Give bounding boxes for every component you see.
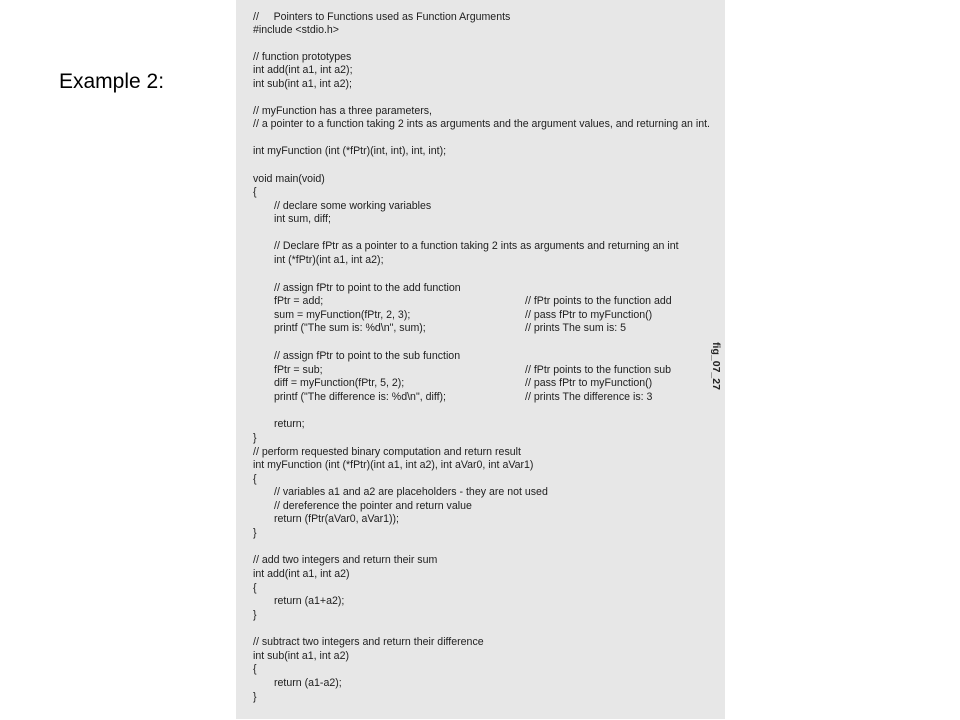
code-line: int add(int a1, int a2); bbox=[253, 64, 353, 76]
code-comment: // fPtr points to the function sub bbox=[525, 364, 672, 376]
code-line: int (*fPtr)(int a1, int a2); bbox=[274, 254, 384, 266]
code-comment: // fPtr points to the function add bbox=[525, 295, 672, 307]
code-line: printf ("The difference is: %d\n", diff); bbox=[274, 391, 446, 403]
code-line: printf ("The sum is: %d\n", sum); bbox=[274, 322, 426, 334]
slide-title: Example 2: bbox=[59, 70, 165, 93]
code-line: // assign fPtr to point to the sub function bbox=[274, 350, 461, 362]
code-line: { bbox=[253, 473, 257, 485]
code-line: // function prototypes bbox=[253, 51, 352, 63]
code-line: int myFunction (int (*fPtr)(int, int), int, int); bbox=[253, 145, 447, 157]
code-line: } bbox=[253, 691, 257, 703]
code-comment: // pass fPtr to myFunction() bbox=[525, 377, 653, 389]
code-line: int sub(int a1, int a2) bbox=[253, 650, 349, 662]
figure-label: fig_07_27 bbox=[710, 342, 722, 390]
code-line: { bbox=[253, 663, 257, 675]
code-line: #include <stdio.h> bbox=[253, 24, 339, 36]
code-line: // Pointers to Functions used as Function Arguments bbox=[253, 11, 511, 23]
code-line: // subtract two integers and return their difference bbox=[253, 636, 484, 648]
code-line: return (fPtr(aVar0, aVar1)); bbox=[274, 513, 400, 525]
code-line: // Declare fPtr as a pointer to a function taking 2 ints as arguments and returning an int bbox=[274, 240, 679, 252]
code-comment: // pass fPtr to myFunction() bbox=[525, 309, 653, 321]
code-line: // assign fPtr to point to the add function bbox=[274, 282, 461, 294]
code-line: fPtr = sub; bbox=[274, 364, 323, 376]
code-comment: // prints The sum is: 5 bbox=[525, 322, 627, 334]
code-line: int myFunction (int (*fPtr)(int a1, int a2), int aVar0, int aVar1) bbox=[253, 459, 534, 471]
code-line: int add(int a1, int a2) bbox=[253, 568, 350, 580]
code-line: // variables a1 and a2 are placeholders - they are not used bbox=[274, 486, 548, 498]
code-line: diff = myFunction(fPtr, 5, 2); bbox=[274, 377, 405, 389]
code-line: // perform requested binary computation and return result bbox=[253, 446, 521, 458]
code-line: } bbox=[253, 432, 257, 444]
code-line: } bbox=[253, 527, 257, 539]
code-line: // declare some working variables bbox=[274, 200, 432, 212]
code-line: void main(void) bbox=[253, 173, 325, 185]
code-line: fPtr = add; bbox=[274, 295, 324, 307]
code-line: sum = myFunction(fPtr, 2, 3); bbox=[274, 309, 411, 321]
code-line: int sub(int a1, int a2); bbox=[253, 78, 352, 90]
code-line: { bbox=[253, 186, 257, 198]
code-line: // a pointer to a function taking 2 ints as arguments and the argument values, and returning an int. bbox=[253, 118, 710, 130]
code-line: { bbox=[253, 582, 257, 594]
code-figure bbox=[236, 0, 725, 719]
code-line: // myFunction has a three parameters, bbox=[253, 105, 432, 117]
code-line: // dereference the pointer and return value bbox=[274, 500, 472, 512]
code-line: return; bbox=[274, 418, 305, 430]
code-comment: // prints The difference is: 3 bbox=[525, 391, 653, 403]
code-line: // add two integers and return their sum bbox=[253, 554, 438, 566]
code-line: return (a1-a2); bbox=[274, 677, 342, 689]
code-line: return (a1+a2); bbox=[274, 595, 345, 607]
code-line: } bbox=[253, 609, 257, 621]
code-line: int sum, diff; bbox=[274, 213, 331, 225]
